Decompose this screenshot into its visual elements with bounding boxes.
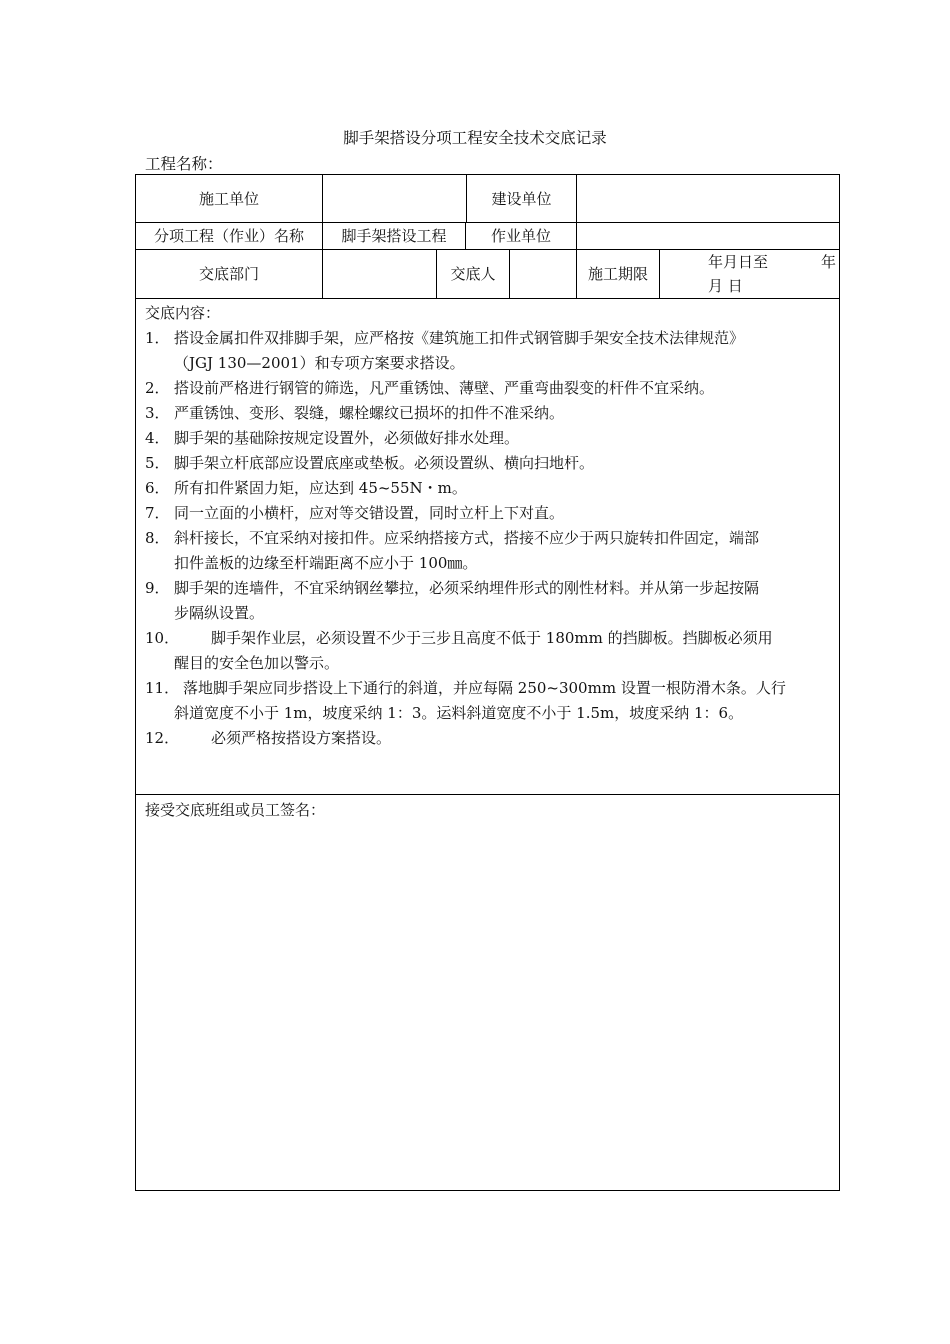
construction-unit-field[interactable] — [323, 175, 466, 222]
disclosure-content — [145, 301, 835, 751]
item-number: 1． — [145, 329, 170, 347]
disclosure-form — [135, 174, 840, 1191]
item-text: 脚手架作业层，必须设置不少于三步且高度不低于 180mm 的挡脚板。挡脚板必须用 — [211, 629, 773, 647]
project-name-label: 工程名称： — [145, 155, 223, 173]
owner-unit-label: 建设单位 — [491, 190, 552, 208]
construction-unit-label: 施工单位 — [198, 190, 259, 208]
item-text-continued: 斜道宽度不小于 1m，坡度采纳 1：3。运料斜道宽度不小于 1.5m，坡度采纳 1：6。 — [174, 704, 744, 722]
period-start: 年月日至 — [708, 253, 769, 271]
subproject-label: 分项工程（作业）名称 — [153, 227, 304, 245]
item-number: 2． — [145, 379, 170, 397]
item-text: 落地脚手架应同步搭设上下通行的斜道，并应每隔 250~300mm 设置一根防滑木条。人行 — [183, 679, 786, 697]
content-item — [145, 726, 835, 751]
content-item — [145, 451, 835, 476]
signature-label: 接受交底班组或员工签名： — [145, 801, 326, 819]
item-text: 严重锈蚀、变形、裂缝，螺栓螺纹已损坏的扣件不准采纳。 — [174, 404, 565, 422]
content-item — [145, 626, 835, 676]
owner-unit-field[interactable] — [577, 175, 840, 222]
item-text: 脚手架立杆底部应设置底座或垫板。必须设置纵、横向扫地杆。 — [174, 454, 595, 472]
item-text: 搭设金属扣件双排脚手架，应严格按《建筑施工扣件式钢管脚手架安全技术法律规范》 — [174, 329, 745, 347]
item-number: 6． — [145, 479, 170, 497]
item-text: 所有扣件紧固力矩，应达到 45~55N・m。 — [174, 479, 467, 497]
item-number: 4． — [145, 429, 170, 447]
content-item — [145, 576, 835, 626]
item-number: 10． — [145, 629, 180, 647]
item-text: 脚手架的连墙件，不宜采纳钢丝攀拉，必须采纳埋件形式的刚性材料。并从第一步起按隔 — [174, 579, 760, 597]
item-text: 斜杆接长，不宜采纳对接扣件。应采纳搭接方式，搭接不应少于两只旋转扣件固定，端部 — [174, 529, 760, 547]
document-title: 脚手架搭设分项工程安全技术交底记录 — [343, 129, 607, 147]
presenter-field[interactable] — [510, 249, 576, 298]
work-unit-field[interactable] — [577, 222, 840, 249]
period-label: 施工期限 — [587, 265, 648, 283]
period-end-month-day: 月 日 — [708, 277, 743, 295]
row-divider — [136, 794, 839, 795]
disclosure-dept-field[interactable] — [323, 249, 436, 298]
item-text-continued: 步隔纵设置。 — [174, 604, 265, 622]
item-number: 11． — [145, 679, 180, 697]
item-number: 8． — [145, 529, 170, 547]
content-item — [145, 401, 835, 426]
item-text-continued: 醒目的安全色加以警示。 — [174, 654, 340, 672]
content-item — [145, 426, 835, 451]
item-text: 必须严格按搭设方案搭设。 — [211, 729, 392, 747]
content-item — [145, 476, 835, 501]
presenter-label: 交底人 — [450, 265, 496, 283]
period-end-year: 年 — [820, 253, 836, 271]
row-divider — [136, 298, 839, 299]
item-number: 12． — [145, 729, 180, 747]
content-item — [145, 676, 835, 726]
item-text-continued: （JGJ 130—2001）和专项方案要求搭设。 — [174, 354, 465, 372]
content-items — [145, 326, 835, 751]
content-item — [145, 501, 835, 526]
item-number: 5． — [145, 454, 170, 472]
subproject-field[interactable]: 脚手架搭设工程 — [341, 227, 447, 245]
item-number: 3． — [145, 404, 170, 422]
item-text-continued: 扣件盖板的边缘至杆端距离不应小于 100㎜。 — [174, 554, 478, 572]
disclosure-dept-label: 交底部门 — [198, 265, 259, 283]
item-number: 9． — [145, 579, 170, 597]
item-number: 7． — [145, 504, 170, 522]
item-text: 搭设前严格进行钢管的筛选，凡严重锈蚀、薄壁、严重弯曲裂变的杆件不宜采纳。 — [174, 379, 715, 397]
content-item — [145, 376, 835, 401]
item-text: 脚手架的基础除按规定设置外，必须做好排水处理。 — [174, 429, 520, 447]
content-item — [145, 326, 835, 376]
column-divider — [659, 249, 660, 298]
content-item — [145, 526, 835, 576]
period-field[interactable] — [706, 250, 836, 298]
item-text: 同一立面的小横杆，应对等交错设置，同时立杆上下对直。 — [174, 504, 565, 522]
content-heading: 交底内容： — [145, 304, 221, 322]
work-unit-label: 作业单位 — [490, 227, 551, 245]
